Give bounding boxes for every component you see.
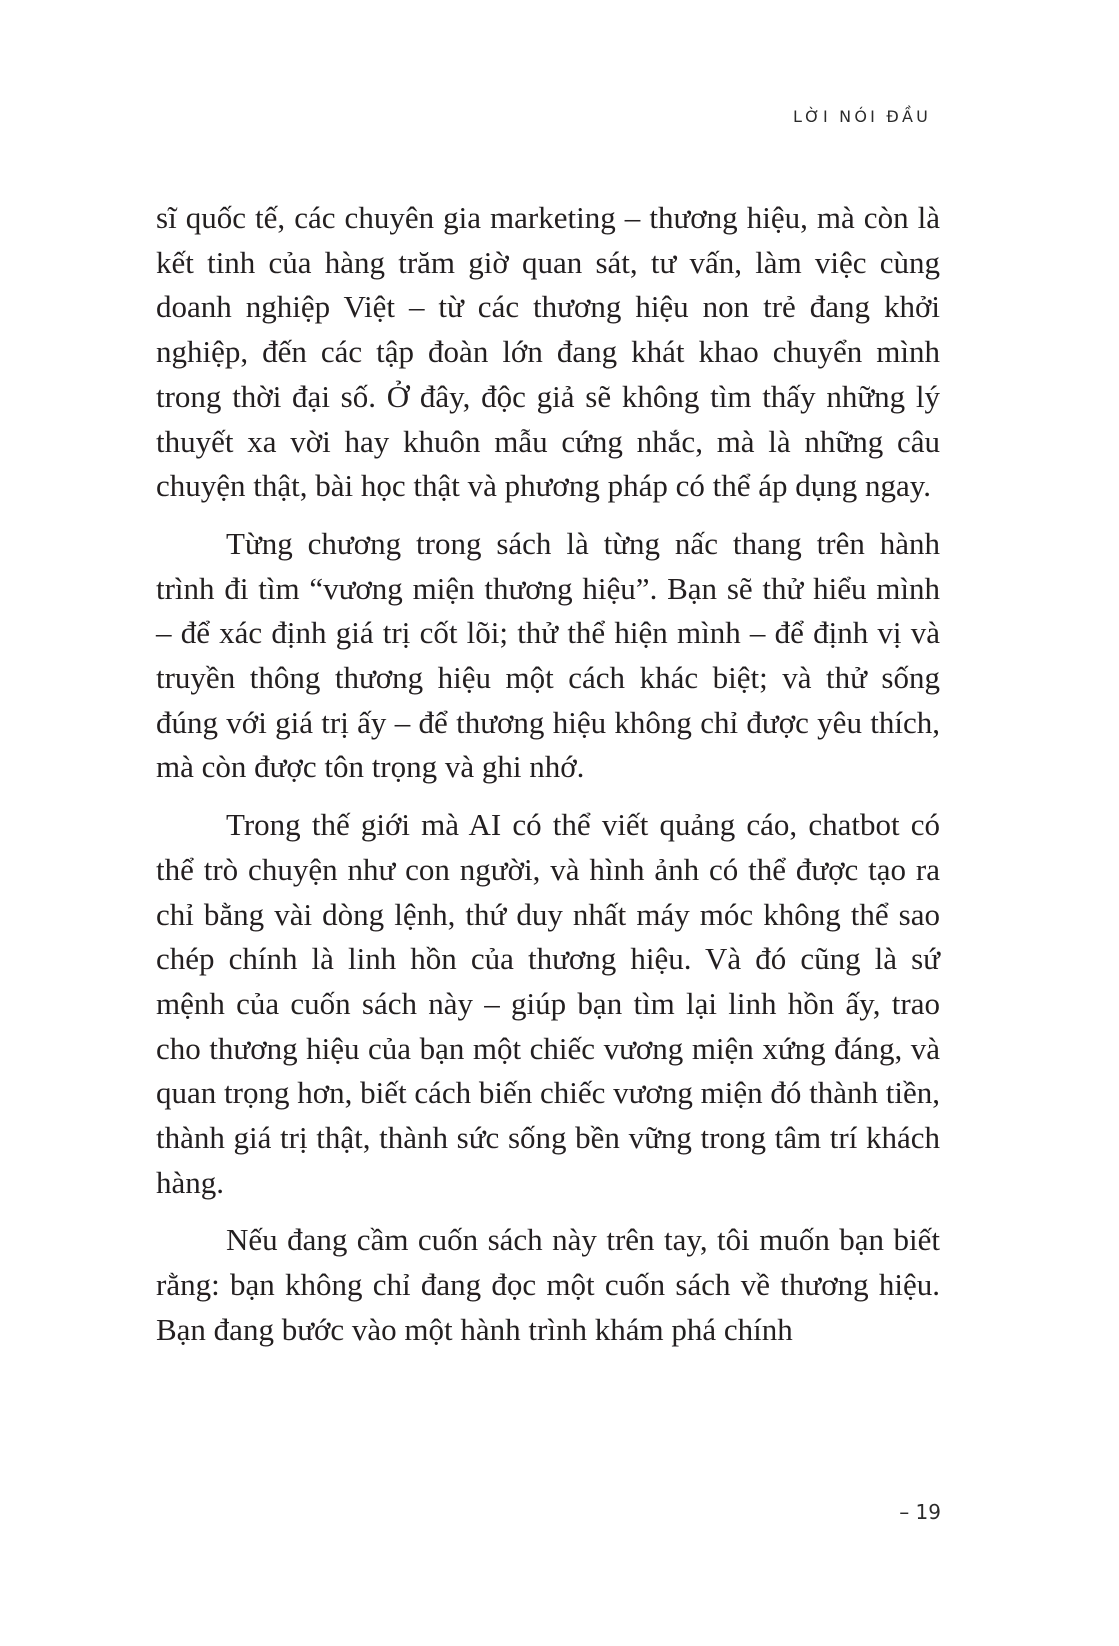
paragraph-2: Từng chương trong sách là từng nấc thang trên hành trình đi tìm “vương miện thương hiệu”. Bạn sẽ thử hiểu mình – để xác định giá trị cốt lõi; thử thể hiện mình – để định vị và truyền thông thương hiệu một cách khác biệt; và thử sống đúng với giá trị ấy – để thương hiệu không chỉ được yêu thích, mà còn được tôn trọng và ghi nhớ. xyxy=(156,525,940,785)
page-number: – 19 xyxy=(899,1500,941,1524)
paragraph-4: Nếu đang cầm cuốn sách này trên tay, tôi muốn bạn biết rằng: bạn không chỉ đang đọc một cuốn sách về thương hiệu. Bạn đang bước vào một hành trình khám phá chính xyxy=(156,1222,940,1347)
running-header-title: LỜI NÓI ĐẦU xyxy=(793,107,931,126)
paragraph-1: sĩ quốc tế, các chuyên gia marketing – thương hiệu, mà còn là kết tinh của hàng trăm giờ quan sát, tư vấn, làm việc cùng doanh nghiệp Việt – từ các thương hiệu non trẻ đang khởi nghiệp, đến các tập đoàn lớn đang khát khao chuyển mình trong thời đại số. Ở đây, độc giả sẽ không tìm thấy những lý thuyết xa vời hay khuôn mẫu cứng nhắc, mà là những câu chuyện thật, bài học thật và phương pháp có thể áp dụng ngay. xyxy=(156,200,940,504)
body-text xyxy=(156,196,940,1366)
paragraph-3: Trong thế giới mà AI có thể viết quảng cáo, chatbot có thể trò chuyện như con người, và hình ảnh có thể được tạo ra chỉ bằng vài dòng lệnh, thứ duy nhất máy móc không thể sao chép chính là linh hồn của thương hiệu. Và đó cũng là sứ mệnh của cuốn sách này – giúp bạn tìm lại linh hồn ấy, trao cho thương hiệu của bạn một chiếc vương miện xứng đáng, và quan trọng hơn, biết cách biến chiếc vương miện đó thành tiền, thành giá trị thật, thành sức sống bền vững trong tâm trí khách hàng. xyxy=(156,807,940,1200)
